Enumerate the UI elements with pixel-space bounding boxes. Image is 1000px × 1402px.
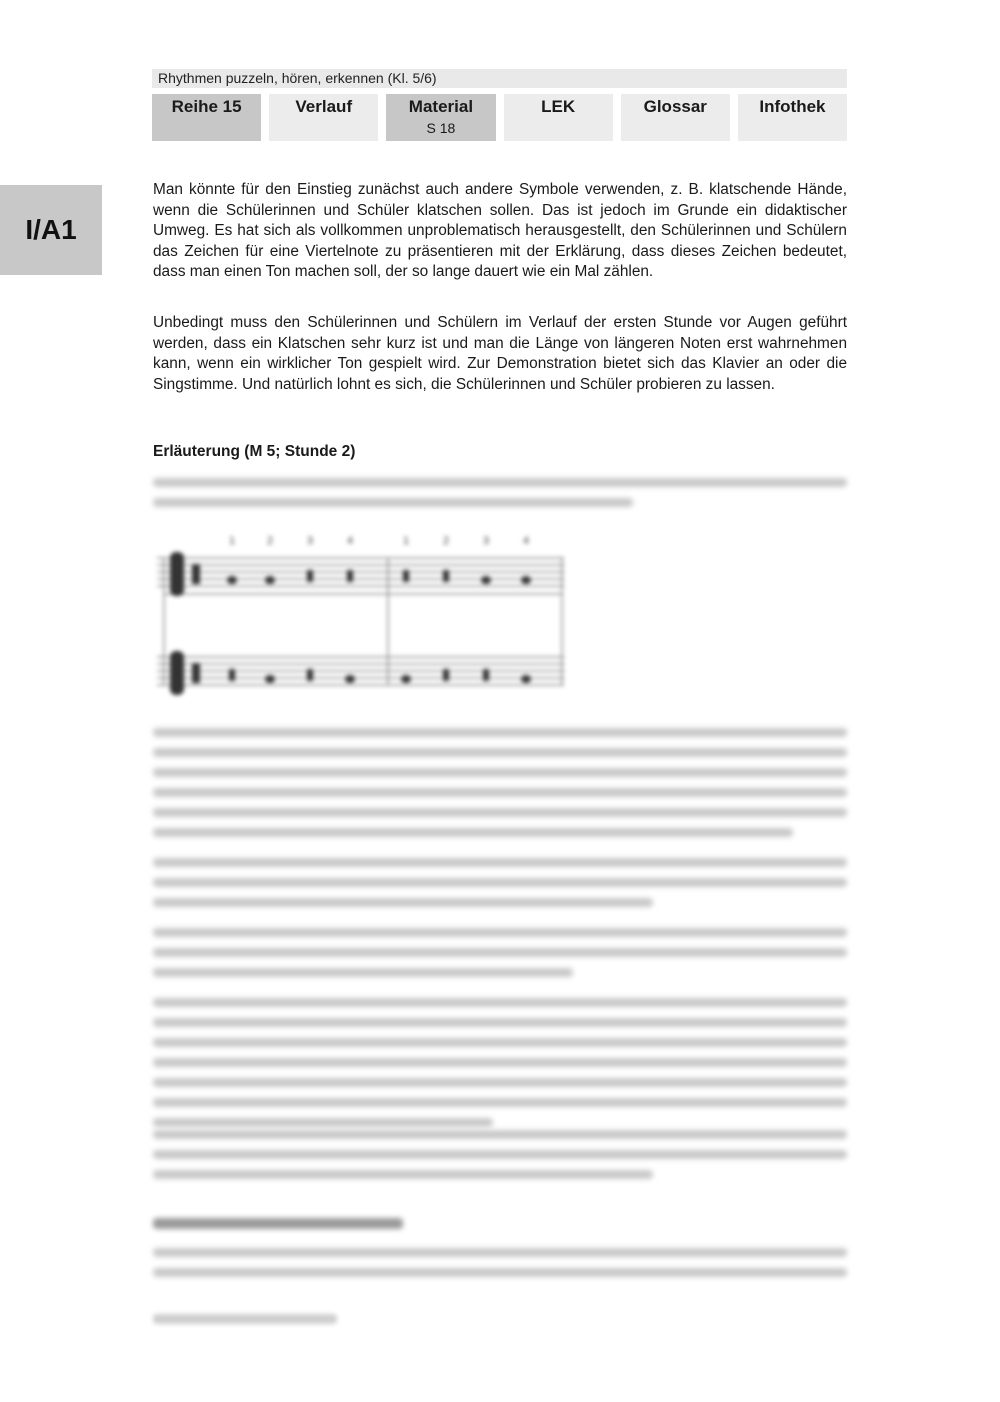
tab-glossar[interactable]: Glossar — [621, 94, 730, 141]
blurred-paragraph — [153, 858, 847, 918]
count-label: 3 — [482, 535, 490, 547]
tab-reihe[interactable]: Reihe 15 — [152, 94, 261, 141]
tab-material[interactable]: Material S 18 — [386, 94, 495, 141]
tab-lek[interactable]: LEK — [504, 94, 613, 141]
blurred-paragraph — [153, 928, 847, 988]
tab-material-page: S 18 — [426, 120, 456, 136]
tab-infothek[interactable]: Infothek — [738, 94, 847, 141]
count-label: 2 — [266, 535, 274, 547]
count-label: 3 — [306, 535, 314, 547]
count-label: 1 — [402, 535, 410, 547]
count-label: 4 — [346, 535, 354, 547]
series-title-bar — [152, 69, 847, 88]
section-heading: Erläuterung (M 5; Stunde 2) — [153, 443, 356, 460]
count-label: 2 — [442, 535, 450, 547]
blurred-paragraph — [153, 728, 847, 848]
blurred-paragraph — [153, 1248, 847, 1288]
series-title: Rhythmen puzzeln, hören, erkennen (Kl. 5/6) — [158, 70, 437, 86]
intro-paragraph-1: Man könnte für den Einstieg zunächst auch andere Symbole verwenden, z. B. klatschende Hände, wenn die Schülerinnen und Schüler klatschen sollen. Das ist jedoch im Grunde ein didaktischer Umweg. Es hat sich als vollkommen unproblematisch herausgestellt, den Schülerinnen und Schülern das Zeichen für eine Viertelnote zu präsentieren mit der Erklärung, dass dieses Zeichen bedeutet, dass man einen Ton machen soll, der so lange dauert wie ein Mal zählen. — [153, 181, 847, 280]
intro-paragraph-2: Unbedingt muss den Schülerinnen und Schülern im Verlauf der ersten Stunde vor Augen geführt werden, dass ein Klatschen sehr kurz ist und man die Länge von längeren Noten erst wahrnehmen kann, wenn ein wirklicher Ton gespielt wird. Zur Demonstration bietet sich das Klavier an oder die Singstimme. Und natürlich lohnt es sich, die Schülerinnen und Schüler probieren zu lassen. — [153, 314, 847, 393]
blurred-paragraph — [153, 998, 847, 1138]
blurred-paragraph — [153, 1130, 847, 1190]
blurred-footer — [153, 1314, 337, 1324]
nav-tabs — [152, 94, 847, 141]
blurred-paragraph — [153, 478, 847, 518]
music-score-figure — [152, 530, 572, 700]
blurred-heading — [153, 1218, 847, 1240]
count-label: 1 — [228, 535, 236, 547]
side-section-tag: I/A1 — [0, 185, 102, 275]
count-label: 4 — [522, 535, 530, 547]
tab-verlauf[interactable]: Verlauf — [269, 94, 378, 141]
